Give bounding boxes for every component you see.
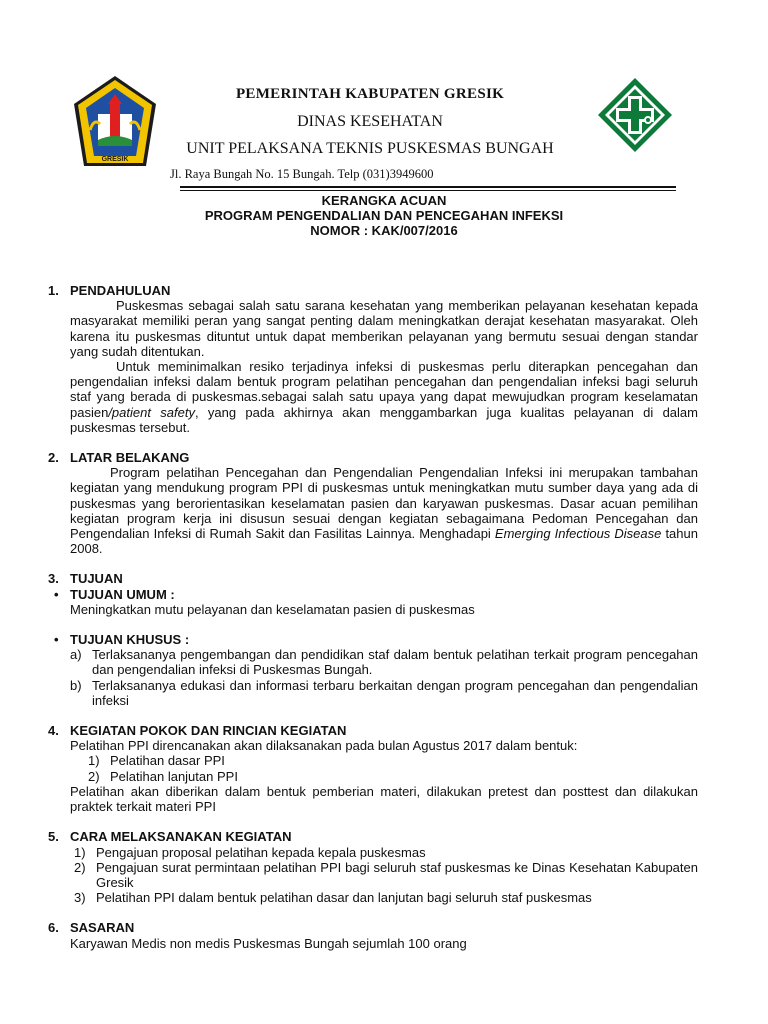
paragraph: Karyawan Medis non medis Puskesmas Bungah sejumlah 100 orang <box>70 935 467 951</box>
section-heading: SASARAN <box>70 920 135 936</box>
numbered-list <box>74 845 698 906</box>
section-number: 5. <box>48 829 59 845</box>
list-item: 2) Pengajuan surat permintaan pelatihan PPI bagi seluruh staf puskesmas ke Dinas Kesehatan Kabupaten Gresik <box>74 859 698 890</box>
section-heading: TUJUAN <box>70 571 123 587</box>
list-item: a) Terlaksananya pengembangan dan pendidikan staf dalam bentuk pelatihan terkait program pencegahan dan pengendalian infeksi di Puskesmas Bungah. <box>70 647 698 678</box>
emblem-label: GRESIK <box>101 156 129 163</box>
list-item: 1) Pengajuan proposal pelatihan kepada kepala puskesmas <box>74 844 426 860</box>
paragraph: Untuk meminimalkan resiko terjadinya infeksi di puskesmas perlu diterapkan pencegahan dan pengendalian infeksi dalam bentuk program pelatihan pencegahan dan pengendalian infeksi bagi seluruh staf yang berada di puskesmas.sebagai salah satu upaya yang dapat mewujudkan program keselamatan pasien/patient safety, yang pada akhirnya akan menggambarkan juga kualitas pelayanan di dalam puskesmas tersebut. <box>70 359 698 435</box>
paragraph: Pelatihan PPI direncanakan akan dilaksanakan pada bulan Agustus 2017 dalam bentuk: <box>70 738 578 754</box>
bullet-icon: • <box>54 632 59 648</box>
section-number: 1. <box>48 283 59 298</box>
section-heading: LATAR BELAKANG <box>70 450 190 466</box>
header-divider <box>180 186 676 188</box>
lettered-list <box>70 647 698 708</box>
section-heading: CARA MELAKSANAKAN KEGIATAN <box>70 829 292 845</box>
puskesmas-cross-logo <box>596 76 674 154</box>
section-number: 4. <box>48 723 59 739</box>
list-item: 3) Pelatihan PPI dalam bentuk pelatihan dasar dan lanjutan bagi seluruh staf puskesmas <box>74 890 592 906</box>
doc-number: NOMOR : KAK/007/2016 <box>310 223 458 238</box>
header-department: DINAS KESEHATAN <box>297 113 443 130</box>
header-divider-thin <box>180 190 676 191</box>
header-unit: UNIT PELAKSANA TEKNIS PUSKESMAS BUNGAH <box>186 140 554 157</box>
paragraph: Meningkatkan mutu pelayanan dan keselamatan pasien di puskesmas <box>70 601 475 617</box>
section-tujuan <box>48 571 698 708</box>
list-item: 1) Pelatihan dasar PPI <box>88 753 225 769</box>
doc-title-line2: PROGRAM PENGENDALIAN DAN PENCEGAHAN INFEKSI <box>204 208 564 223</box>
section-pendahuluan <box>48 283 698 435</box>
list-item: b) Terlaksananya edukasi dan informasi terbaru berkaitan dengan program pencegahan dan pengendalian infeksi <box>70 677 698 708</box>
paragraph: Program pelatihan Pencegahan dan Pengendalian Pengendalian Infeksi ini merupakan tambahan kegiatan yang mendukung program PPI di puskesmas untuk meningkatkan mutu sumber daya yang ada di puskesmas yang berorientasikan keselamatan pasien dan karyawan puskesmas. Dasar acuan pemilihan kegiatan program kerja ini disusun sesuai dengan kegiatan sebagaimana Pedoman Pencegahan dan Pengendalian Infeksi di Rumah Sakit dan Fasilitas Lainnya. Menghadapi Emerging Infectious Disease tahun 2008. <box>70 465 698 557</box>
section-heading: PENDAHULUAN <box>70 283 171 298</box>
paragraph: Puskesmas sebagai salah satu sarana kesehatan yang memberikan pelayanan kesehatan kepada masyarakat memiliki peran yang sangat penting dalam meningkatkan derajat kesehatan masyarakat. Oleh karena itu puskesmas dituntut untuk dapat memberikan pelayanan yang bermutu sesuai dengan standar yang sudah ditentukan. <box>70 298 698 359</box>
section-sasaran <box>48 920 698 950</box>
section-heading: KEGIATAN POKOK DAN RINCIAN KEGIATAN <box>70 723 347 739</box>
italic-term: Emerging Infectious Disease <box>494 526 662 542</box>
header-address: Jl. Raya Bungah No. 15 Bungah. Telp (031)3949600 <box>170 167 434 181</box>
section-number: 6. <box>48 920 59 936</box>
list-item: 2) Pelatihan lanjutan PPI <box>88 768 238 784</box>
gresik-emblem-logo <box>72 74 158 170</box>
header-government: PEMERINTAH KABUPATEN GRESIK <box>235 86 505 102</box>
subheading: TUJUAN KHUSUS : <box>70 632 190 648</box>
paragraph: Pelatihan akan diberikan dalam bentuk pemberian materi, dilakukan pretest dan posttest dan dilakukan praktek terkait materi PPI <box>70 783 698 815</box>
section-number: 3. <box>48 571 59 587</box>
section-kegiatan <box>48 723 698 814</box>
subheading: TUJUAN UMUM : <box>70 586 175 602</box>
section-latar-belakang <box>48 450 698 556</box>
italic-term: /patient safety <box>108 404 195 420</box>
numbered-list <box>88 753 698 783</box>
section-number: 2. <box>48 450 59 466</box>
document-body <box>48 283 698 966</box>
bullet-item <box>54 587 698 602</box>
doc-title-line1: KERANGKA ACUAN <box>321 193 447 208</box>
bullet-icon: • <box>54 586 59 602</box>
section-cara-melaksanakan <box>48 829 698 905</box>
bullet-item <box>54 632 698 647</box>
